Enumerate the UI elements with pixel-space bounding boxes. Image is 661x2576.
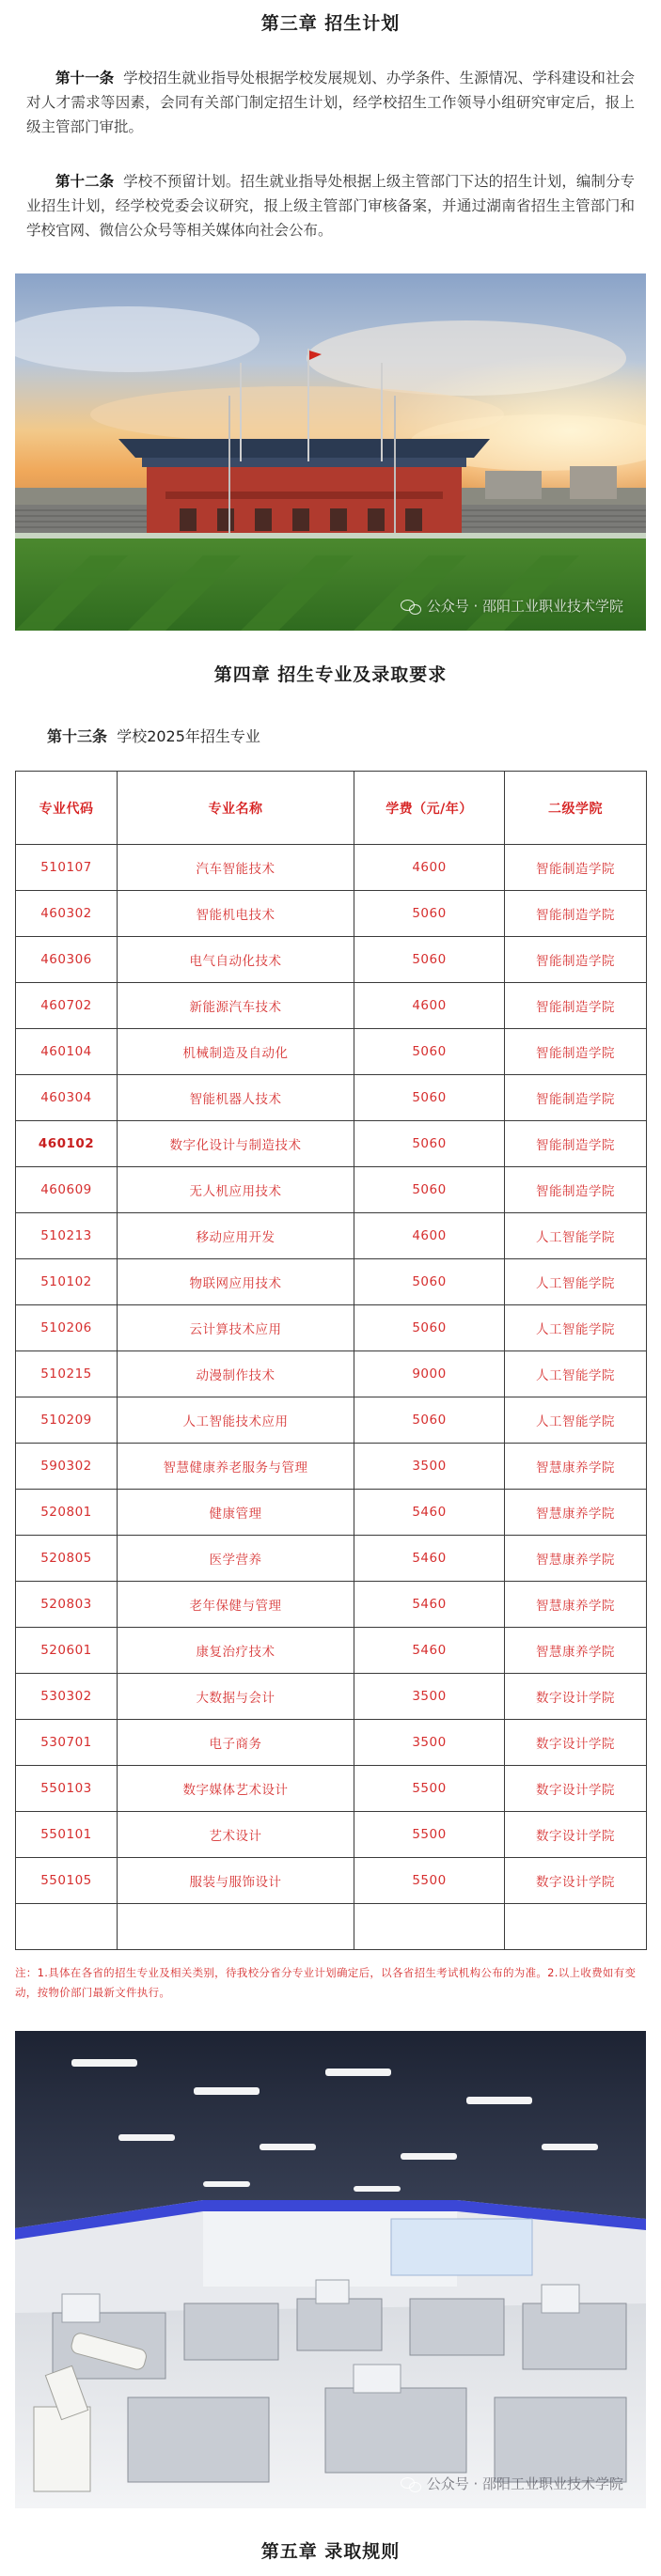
cell-code: 510213	[16, 1213, 118, 1259]
cell-fee: 3500	[354, 1674, 505, 1720]
cell-name: 云计算技术应用	[118, 1305, 354, 1351]
lab-photo-watermark	[401, 2474, 623, 2493]
cell-college: 智能制造学院	[505, 845, 647, 891]
cell-name: 移动应用开发	[118, 1213, 354, 1259]
table-body	[16, 845, 647, 1950]
cell-fee: 9000	[354, 1351, 505, 1397]
cell-code: 520601	[16, 1628, 118, 1674]
cell-college: 数字设计学院	[505, 1674, 647, 1720]
cell-college: 人工智能学院	[505, 1213, 647, 1259]
cell-college: 智慧康养学院	[505, 1628, 647, 1674]
watermark-text-2: 公众号 · 邵阳工业职业技术学院	[426, 2475, 623, 2492]
table-row	[16, 1259, 647, 1305]
cell-college: 智能制造学院	[505, 983, 647, 1029]
table-note: 注：1.具体在各省的招生专业及相关类别，待我校分省分专业计划确定后，以各省招生考试机构公布的为准。2.以上收费如有变动，按物价部门最新文件执行。	[15, 1966, 637, 1999]
chapter3-title: 第三章 招生计划	[260, 13, 401, 34]
table-row	[16, 1766, 647, 1812]
cell-code: 460302	[16, 891, 118, 937]
table-header-row	[16, 772, 647, 845]
cell-fee: 3500	[354, 1720, 505, 1766]
table-row	[16, 1121, 647, 1167]
cell-code: 460102	[16, 1121, 118, 1167]
lab-photo	[15, 2031, 646, 2508]
article-12	[26, 169, 635, 242]
cell-code: 510107	[16, 845, 118, 891]
table-row	[16, 891, 647, 937]
cell-fee: 5060	[354, 1075, 505, 1121]
cell-name	[118, 1904, 354, 1950]
enrollment-table	[15, 771, 647, 1950]
table-row	[16, 1029, 647, 1075]
cell-fee: 5060	[354, 1397, 505, 1444]
cell-code: 510102	[16, 1259, 118, 1305]
cell-name: 电气自动化技术	[118, 937, 354, 983]
chapter4-title: 第四章 招生专业及录取要求	[213, 664, 448, 685]
header-college: 二级学院	[505, 772, 647, 845]
cell-code: 460609	[16, 1167, 118, 1213]
cell-code: 520805	[16, 1536, 118, 1582]
cell-name: 智能机器人技术	[118, 1075, 354, 1121]
stadium-photo	[15, 273, 646, 631]
photo-watermark	[401, 596, 623, 616]
cell-fee: 5060	[354, 1259, 505, 1305]
cell-code: 460702	[16, 983, 118, 1029]
cell-name: 智慧健康养老服务与管理	[118, 1444, 354, 1490]
cell-name: 汽车智能技术	[118, 845, 354, 891]
table-row	[16, 1351, 647, 1397]
cell-code: 530302	[16, 1674, 118, 1720]
cell-code: 460304	[16, 1075, 118, 1121]
cell-college: 人工智能学院	[505, 1305, 647, 1351]
table-row	[16, 1305, 647, 1351]
cell-name: 智能机电技术	[118, 891, 354, 937]
cell-fee: 5060	[354, 1029, 505, 1075]
cell-college: 人工智能学院	[505, 1397, 647, 1444]
cell-college: 人工智能学院	[505, 1259, 647, 1305]
cell-fee: 4600	[354, 983, 505, 1029]
cell-code: 550105	[16, 1858, 118, 1904]
wechat-icon	[401, 599, 421, 614]
cell-fee: 5500	[354, 1858, 505, 1904]
chapter5-title: 第五章 录取规则	[260, 2541, 401, 2562]
cell-college: 智慧康养学院	[505, 1582, 647, 1628]
cell-fee: 5460	[354, 1490, 505, 1536]
table-row	[16, 1536, 647, 1582]
cell-name: 新能源汽车技术	[118, 983, 354, 1029]
cell-code: 520803	[16, 1582, 118, 1628]
cell-college: 数字设计学院	[505, 1858, 647, 1904]
cell-code	[16, 1904, 118, 1950]
article-13-text: 学校2025年招生专业	[117, 727, 260, 745]
cell-name: 健康管理	[118, 1490, 354, 1536]
cell-fee: 4600	[354, 1213, 505, 1259]
cell-name: 电子商务	[118, 1720, 354, 1766]
cell-fee: 5060	[354, 891, 505, 937]
cell-college	[505, 1904, 647, 1950]
article-13-label: 第十三条	[47, 727, 108, 745]
lab-illustration	[15, 2031, 646, 2508]
cell-name: 老年保健与管理	[118, 1582, 354, 1628]
table-row	[16, 1582, 647, 1628]
table-row	[16, 845, 647, 891]
article-13	[47, 725, 260, 746]
cell-college: 智慧康养学院	[505, 1490, 647, 1536]
header-code: 专业代码	[16, 772, 118, 845]
enrollment-table-wrapper	[15, 771, 646, 1950]
cell-name: 动漫制作技术	[118, 1351, 354, 1397]
cell-college: 智能制造学院	[505, 1075, 647, 1121]
cell-fee: 5060	[354, 937, 505, 983]
table-row	[16, 1167, 647, 1213]
cell-code: 530701	[16, 1720, 118, 1766]
cell-name: 人工智能技术应用	[118, 1397, 354, 1444]
cell-fee: 5060	[354, 1167, 505, 1213]
article-11	[26, 66, 635, 139]
cell-name: 数字化设计与制造技术	[118, 1121, 354, 1167]
cell-college: 智能制造学院	[505, 1029, 647, 1075]
cell-name: 大数据与会计	[118, 1674, 354, 1720]
table-row	[16, 1720, 647, 1766]
cell-code: 460306	[16, 937, 118, 983]
cell-fee: 5460	[354, 1582, 505, 1628]
cell-fee	[354, 1904, 505, 1950]
article-11-text: 学校招生就业指导处根据学校发展规划、办学条件、生源情况、学科建设和社会对人才需求等因素，会同有关部门制定招生计划，经学校招生工作领导小组研究审定后，报上级主管部门审批。	[26, 70, 635, 135]
wechat-icon-2	[401, 2476, 421, 2491]
header-fee: 学费（元/年）	[354, 772, 505, 845]
cell-name: 无人机应用技术	[118, 1167, 354, 1213]
cell-fee: 5460	[354, 1536, 505, 1582]
header-name: 专业名称	[118, 772, 354, 845]
table-row	[16, 1444, 647, 1490]
cell-name: 数字媒体艺术设计	[118, 1766, 354, 1812]
cell-fee: 5500	[354, 1766, 505, 1812]
cell-fee: 3500	[354, 1444, 505, 1490]
article-11-label: 第十一条	[55, 70, 115, 86]
table-row	[16, 1904, 647, 1950]
cell-name: 机械制造及自动化	[118, 1029, 354, 1075]
table-row	[16, 1858, 647, 1904]
cell-fee: 5460	[354, 1628, 505, 1674]
table-row	[16, 1213, 647, 1259]
table-row	[16, 937, 647, 983]
watermark-text: 公众号 · 邵阳工业职业技术学院	[426, 598, 623, 615]
cell-code: 510206	[16, 1305, 118, 1351]
cell-college: 数字设计学院	[505, 1766, 647, 1812]
cell-college: 智慧康养学院	[505, 1536, 647, 1582]
table-row	[16, 1397, 647, 1444]
cell-code: 460104	[16, 1029, 118, 1075]
cell-name: 康复治疗技术	[118, 1628, 354, 1674]
cell-code: 520801	[16, 1490, 118, 1536]
cell-code: 510209	[16, 1397, 118, 1444]
cell-college: 数字设计学院	[505, 1812, 647, 1858]
cell-fee: 5500	[354, 1812, 505, 1858]
cell-college: 智能制造学院	[505, 891, 647, 937]
table-row	[16, 1812, 647, 1858]
table-row	[16, 1490, 647, 1536]
table-row	[16, 983, 647, 1029]
table-row	[16, 1674, 647, 1720]
cell-fee: 5060	[354, 1305, 505, 1351]
cell-name: 艺术设计	[118, 1812, 354, 1858]
cell-college: 智慧康养学院	[505, 1444, 647, 1490]
table-row	[16, 1628, 647, 1674]
cell-name: 物联网应用技术	[118, 1259, 354, 1305]
cell-college: 智能制造学院	[505, 1167, 647, 1213]
cell-name: 服装与服饰设计	[118, 1858, 354, 1904]
cell-college: 智能制造学院	[505, 1121, 647, 1167]
cell-college: 人工智能学院	[505, 1351, 647, 1397]
cell-code: 550103	[16, 1766, 118, 1812]
article-12-text: 学校不预留计划。招生就业指导处根据上级主管部门下达的招生计划，编制分专业招生计划，经学校党委会议研究，报上级主管部门审核备案，并通过湖南省招生主管部门和学校官网、微信公众号等相关媒体向社会公布。	[26, 173, 635, 239]
cell-college: 智能制造学院	[505, 937, 647, 983]
article-12-label: 第十二条	[55, 173, 115, 190]
cell-code: 510215	[16, 1351, 118, 1397]
cell-fee: 5060	[354, 1121, 505, 1167]
table-row	[16, 1075, 647, 1121]
cell-name: 医学营养	[118, 1536, 354, 1582]
cell-code: 550101	[16, 1812, 118, 1858]
stadium-illustration	[15, 273, 646, 631]
cell-fee: 4600	[354, 845, 505, 891]
cell-college: 数字设计学院	[505, 1720, 647, 1766]
cell-code: 590302	[16, 1444, 118, 1490]
